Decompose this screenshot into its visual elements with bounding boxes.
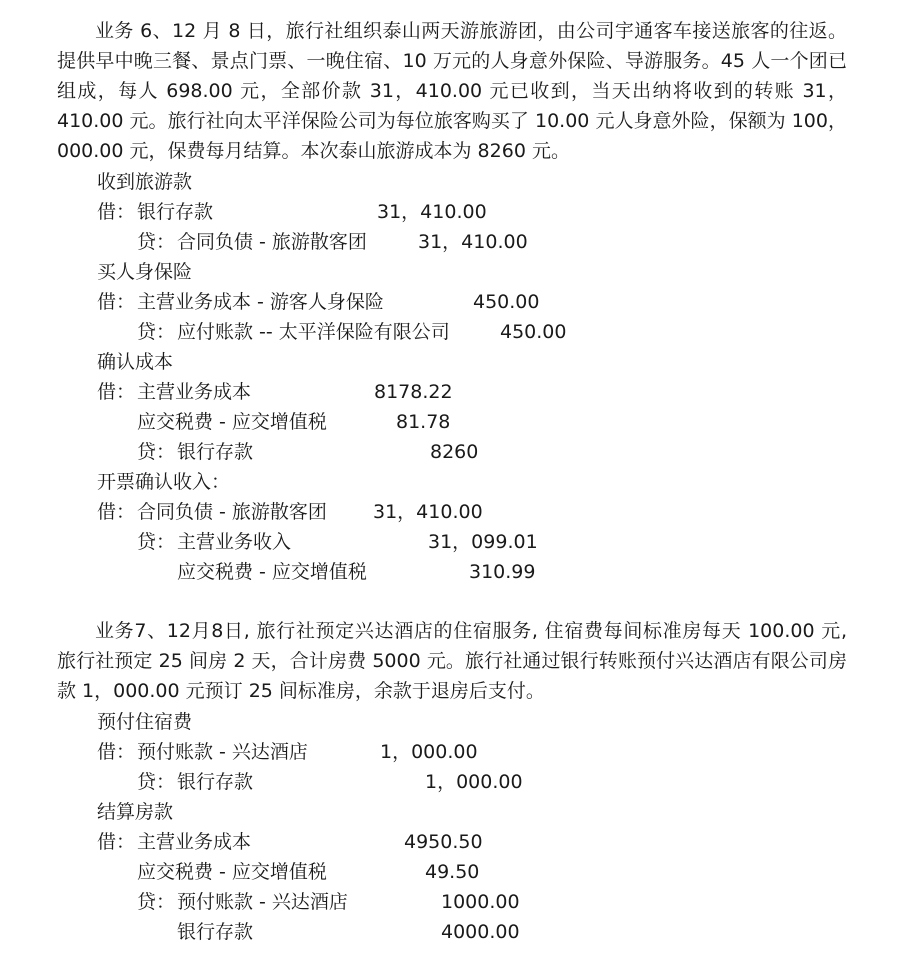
- debit-account: 预付账款 - 兴达酒店: [137, 741, 308, 763]
- credit-account: 银行存款: [177, 921, 254, 943]
- credit-account: 银行存款: [177, 771, 254, 793]
- debit-amount: 8178.22: [374, 381, 453, 403]
- credit-amount: 1000.00: [441, 891, 520, 913]
- debit-account: 主营业务成本: [137, 381, 252, 403]
- debit-label: 借：: [97, 381, 136, 403]
- debit-account: 主营业务成本 - 游客人身保险: [137, 291, 384, 313]
- entry-title: 收到旅游款: [97, 171, 193, 193]
- credit-amount: 1，000.00: [425, 771, 523, 793]
- entry-title: 预付住宿费: [97, 711, 193, 733]
- debit-amount: 31，410.00: [377, 201, 487, 223]
- debit-amount: 81.78: [396, 411, 451, 433]
- credit-account: 应交税费 - 应交增值税: [177, 561, 367, 583]
- credit-label: 贷：: [137, 231, 176, 253]
- credit-account: 合同负债 - 旅游散客团: [177, 231, 367, 253]
- debit-amount: 49.50: [425, 861, 480, 883]
- debit-account: 银行存款: [137, 201, 214, 223]
- business6-text: 业务 6、12 月 8 日，旅行社组织泰山两天游旅游团，由公司宇通客车接送旅客的往返。提供早中晚三餐、景点门票、一晚住宿、10 万元的人身意外保险、导游服务。45 人一个团已组成，每人 698.00 元，全部价款 31，410.00 元已收到，当天出纳将收到的转账 31，410.00 元。旅行社向太平洋保险公司为每位旅客购买了 10.00 元人身意外险，保额为 100，000.00 元，保费每月结算。本次泰山旅游成本为 8260 元。: [57, 20, 847, 162]
- debit-amount: 450.00: [473, 291, 540, 313]
- credit-amount: 4000.00: [441, 921, 520, 943]
- business7-text: 业务7、12月8日, 旅行社预定兴达酒店的住宿服务, 住宿费每间标准房每天 100.00 元, 旅行社预定 25 间房 2 天，合计房费 5000 元。旅行社通过银行转账预付兴达酒店有限公司房款 1，000.00 元预订 25 间标准房，余款于退房后支付。: [57, 620, 847, 702]
- debit-amount: 1，000.00: [380, 741, 478, 763]
- credit-amount: 450.00: [500, 321, 567, 343]
- debit-account: 应交税费 - 应交增值税: [137, 411, 327, 433]
- credit-account: 应付账款 -- 太平洋保险有限公司: [177, 321, 450, 343]
- entry-title: 买人身保险: [97, 261, 193, 283]
- credit-amount: 31，410.00: [418, 231, 528, 253]
- debit-label: 借：: [97, 741, 136, 763]
- debit-label: 借：: [97, 291, 136, 313]
- entry-title: 开票确认收入：: [97, 471, 231, 493]
- entry-title: 结算房款: [97, 801, 174, 823]
- debit-label: 借：: [97, 831, 136, 853]
- credit-label: 贷：: [137, 891, 176, 913]
- debit-account: 合同负债 - 旅游散客团: [137, 501, 327, 523]
- credit-amount: 31，099.01: [428, 531, 538, 553]
- credit-account: 预付账款 - 兴达酒店: [177, 891, 348, 913]
- credit-label: 贷：: [137, 321, 176, 343]
- entry-title: 确认成本: [97, 351, 174, 373]
- credit-label: 贷：: [137, 441, 176, 463]
- credit-amount: 8260: [430, 441, 479, 463]
- business7-paragraph: [57, 616, 847, 706]
- debit-amount: 31，410.00: [373, 501, 483, 523]
- credit-label: 贷：: [137, 531, 176, 553]
- credit-account: 银行存款: [177, 441, 254, 463]
- credit-amount: 310.99: [469, 561, 536, 583]
- credit-account: 主营业务收入: [177, 531, 292, 553]
- debit-amount: 4950.50: [404, 831, 483, 853]
- business6-paragraph: [57, 16, 847, 166]
- debit-label: 借：: [97, 201, 136, 223]
- debit-account: 应交税费 - 应交增值税: [137, 861, 327, 883]
- debit-label: 借：: [97, 501, 136, 523]
- debit-account: 主营业务成本: [137, 831, 252, 853]
- credit-label: 贷：: [137, 771, 176, 793]
